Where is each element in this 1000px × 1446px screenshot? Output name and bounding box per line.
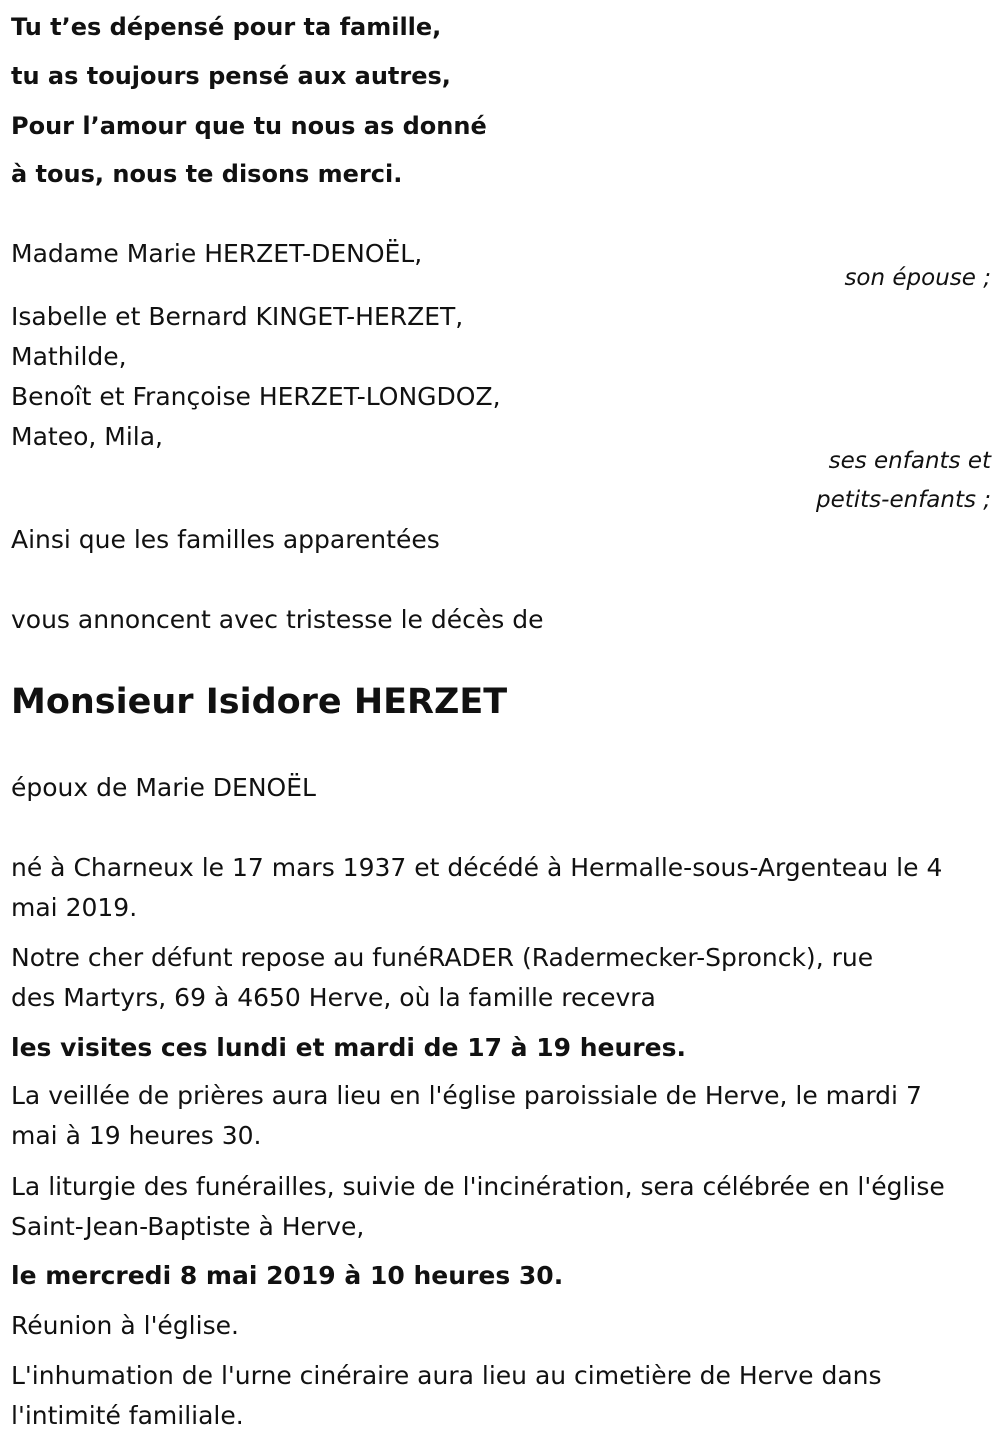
liturgy-line-1: La liturgie des funérailles, suivie de l'incinération, sera célébrée en l'église: [11, 1172, 945, 1201]
deceased-name: Monsieur Isidore HERZET: [11, 682, 508, 722]
spouse-name: Madame Marie HERZET-DENOËL,: [11, 239, 423, 268]
liturgy-line-2: Saint-Jean-Baptiste à Herve,: [11, 1212, 365, 1241]
poem-line-2: tu as toujours pensé aux autres,: [11, 62, 451, 90]
child-line-1: Isabelle et Bernard KINGET-HERZET,: [11, 302, 464, 331]
birth-death-line-2: mai 2019.: [11, 893, 138, 922]
burial-line-2: l'intimité familiale.: [11, 1401, 244, 1430]
relatives-line: Ainsi que les familles apparentées: [11, 525, 440, 554]
deceased-spouse-of: époux de Marie DENOËL: [11, 773, 316, 802]
announcement-line: vous annoncent avec tristesse le décès de: [11, 605, 544, 634]
children-role-1: ses enfants et: [828, 448, 991, 474]
spouse-role: son épouse ;: [844, 265, 991, 291]
rest-line-1: Notre cher défunt repose au funéRADER (Radermecker-Spronck), rue: [11, 943, 874, 972]
visits-line: les visites ces lundi et mardi de 17 à 19 heures.: [11, 1033, 686, 1062]
burial-line-1: L'inhumation de l'urne cinéraire aura lieu au cimetière de Herve dans: [11, 1361, 882, 1390]
children-role-2: petits-enfants ;: [815, 487, 991, 513]
poem-line-4: à tous, nous te disons merci.: [11, 160, 403, 188]
vigil-line-2: mai à 19 heures 30.: [11, 1121, 262, 1150]
poem-line-3: Pour l’amour que tu nous as donné: [11, 112, 487, 140]
rest-line-2: des Martyrs, 69 à 4650 Herve, où la famille recevra: [11, 983, 656, 1012]
meeting-line: Réunion à l'église.: [11, 1311, 239, 1340]
child-line-4: Mateo, Mila,: [11, 422, 163, 451]
child-line-2: Mathilde,: [11, 342, 127, 371]
birth-death-line-1: né à Charneux le 17 mars 1937 et décédé à Hermalle-sous-Argenteau le 4: [11, 853, 943, 882]
child-line-3: Benoît et Françoise HERZET-LONGDOZ,: [11, 382, 501, 411]
funeral-date-line: le mercredi 8 mai 2019 à 10 heures 30.: [11, 1261, 564, 1290]
vigil-line-1: La veillée de prières aura lieu en l'église paroissiale de Herve, le mardi 7: [11, 1081, 922, 1110]
poem-line-1: Tu t’es dépensé pour ta famille,: [11, 13, 442, 41]
